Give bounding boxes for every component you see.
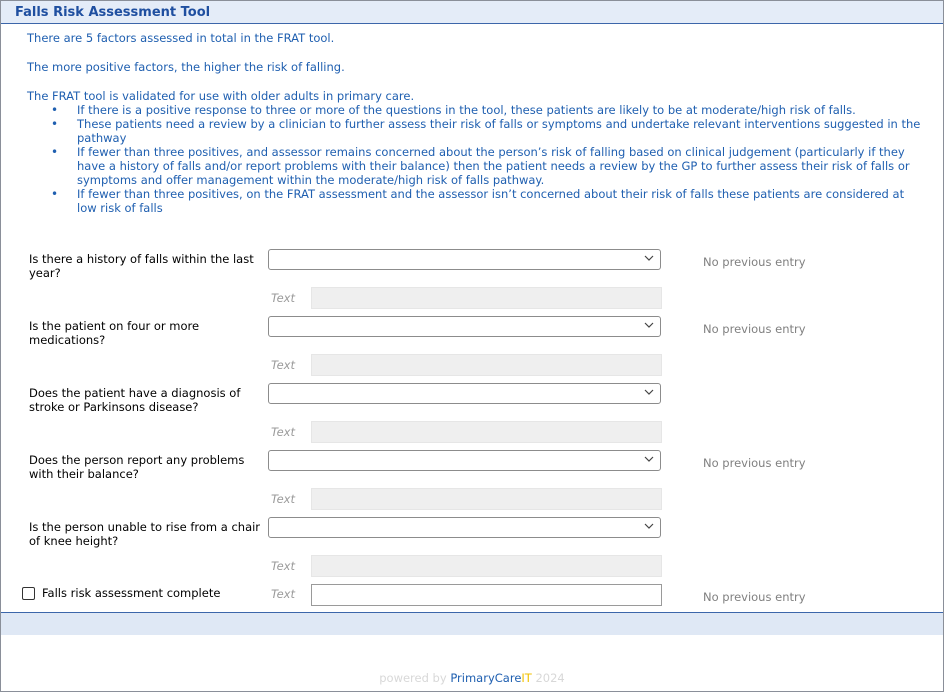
question-medications-text-field bbox=[311, 354, 662, 376]
info-line-positive: The more positive factors, the higher the risk of falling. bbox=[27, 60, 345, 74]
question-stroke-text-field bbox=[311, 421, 662, 443]
assessment-complete-text-field[interactable] bbox=[311, 584, 662, 606]
question-balance-label: Does the person report any problems with their balance? bbox=[29, 453, 245, 481]
assessment-complete-previous: No previous entry bbox=[703, 590, 806, 604]
info-section bbox=[27, 31, 927, 215]
question-medications-previous: No previous entry bbox=[703, 322, 806, 336]
question-medications-text-label: Text bbox=[271, 358, 295, 372]
form-title: Falls Risk Assessment Tool bbox=[15, 5, 211, 20]
question-falls-history-previous: No previous entry bbox=[703, 255, 806, 269]
question-balance-select[interactable] bbox=[268, 450, 661, 471]
footer-year: 2024 bbox=[535, 671, 565, 685]
assessment-complete-text-label: Text bbox=[271, 587, 295, 601]
question-chair-rise-text-field bbox=[311, 555, 662, 577]
powered-by-text: powered by bbox=[379, 671, 447, 685]
question-medications-select[interactable] bbox=[268, 316, 661, 337]
assessment-complete-label: Falls risk assessment complete bbox=[42, 586, 221, 600]
info-bullet: • If fewer than three positives, and assessor remains concerned about the person’s risk of falling based on clinical judgement (particularly if they have a history of falls and/or report problems with their balance) then the patient needs a review by the GP to further assess their risk of falls or symptoms and offer management within the moderate/high risk of falls pathway. bbox=[51, 145, 927, 187]
chevron-down-icon bbox=[644, 454, 654, 464]
question-balance-text-label: Text bbox=[271, 492, 295, 506]
info-line-validated: The FRAT tool is validated for use with older adults in primary care. bbox=[27, 89, 415, 103]
question-balance-previous: No previous entry bbox=[703, 456, 806, 470]
chevron-down-icon bbox=[644, 253, 654, 263]
question-falls-history-label: Is there a history of falls within the last year? bbox=[29, 252, 254, 280]
brand-primarycare: PrimaryCare bbox=[450, 671, 522, 685]
question-falls-history-text-field bbox=[311, 287, 662, 309]
question-stroke-label: Does the patient have a diagnosis of stroke or Parkinsons disease? bbox=[29, 386, 241, 414]
question-stroke-select[interactable] bbox=[268, 383, 661, 404]
info-bullet: • If fewer than three positives, on the FRAT assessment and the assessor isn’t concerned about their risk of falls these patients are considered at low risk of falls bbox=[51, 187, 927, 215]
chevron-down-icon bbox=[644, 320, 654, 330]
form-header bbox=[1, 1, 943, 24]
question-falls-history-text-label: Text bbox=[271, 291, 295, 305]
question-medications-label: Is the patient on four or more medications? bbox=[29, 319, 200, 347]
info-bullet: • If there is a positive response to three or more of the questions in the tool, these patients are likely to be at moderate/high risk of falls. bbox=[51, 103, 927, 117]
question-chair-rise-text-label: Text bbox=[271, 559, 295, 573]
chevron-down-icon bbox=[644, 387, 654, 397]
question-stroke-text-label: Text bbox=[271, 425, 295, 439]
info-line-factors: There are 5 factors assessed in total in the FRAT tool. bbox=[27, 31, 335, 45]
question-chair-rise-select[interactable] bbox=[268, 517, 661, 538]
assessment-complete-checkbox[interactable] bbox=[22, 587, 35, 600]
question-balance-text-field bbox=[311, 488, 662, 510]
question-chair-rise-label: Is the person unable to rise from a chair of knee height? bbox=[29, 520, 261, 548]
form-footer-bar bbox=[1, 612, 943, 635]
info-bullet: • These patients need a review by a clinician to further assess their risk of falls or symptoms and undertake relevant interventions suggested in the pathway bbox=[51, 117, 927, 145]
brand-it: IT bbox=[521, 671, 532, 685]
info-bullet-list bbox=[27, 103, 927, 215]
question-falls-history-select[interactable] bbox=[268, 249, 661, 270]
powered-by-footer bbox=[1, 671, 943, 685]
chevron-down-icon bbox=[644, 521, 654, 531]
